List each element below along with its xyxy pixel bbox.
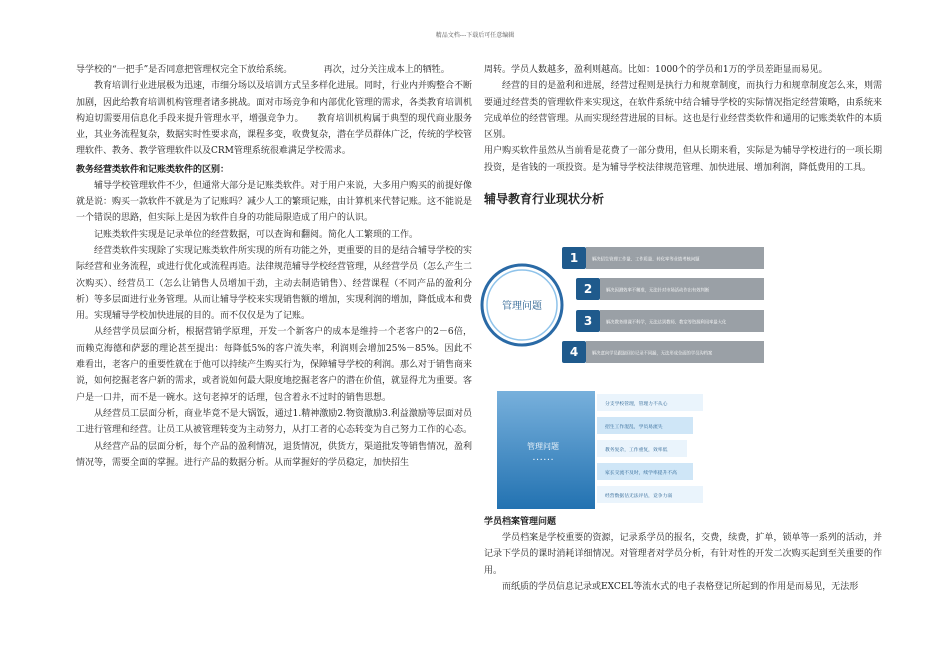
diagram2-item-text: 分支学校管理，管理力不从心 (605, 402, 668, 407)
diagram2-item (597, 463, 693, 480)
paragraph: 而纸质的学员信息记录或EXCEL等流水式的电子表格登记所起到的作用是而易见，无法形 (502, 581, 859, 592)
paragraph: 经营类软件实现除了实现记账类软件所实现的所有功能之外，更重要的目的是结合辅导学校的实际经营和业务流程，或进行优化或流程再造。法律规范辅导学校经营管理，从经营学员（怎么产生二次购买）、经营员工（怎么让销售人员增加干劲，主动去制造销售）、经营课程（不同产品的盈利分析）等多层面进行业务管理。从而让辅导学校来实现销售额的增加，实现利润的增加，降低成本和费用。实现辅导学校加快进展的目的。而不仅仅是为了记账。 (76, 245, 473, 322)
section-title: 辅导教育行业现状分析 (484, 192, 605, 207)
diagram2-item-text: 教务复杂，工作重复，效率低 (605, 448, 668, 453)
paragraph: 从经营学员层面分析，根据营销学原理，开发一个新客户的成本是维持一个老客户的2－6倍，而赖克海德和萨瑟的理论甚至提出：每降低5%的客户流失率，利润则会增加25%－85%。因此不难看出，老客户的重要性就在于他可以持续产生购买行为，保障辅导学校的利润。那么对于销售商来说，如何挖掘老客户新的需求，或者说如何最大限度地挖掘老客户的潜在价值，就显得尤为重要。客户是一口井，而不是一碗水。这句老掉牙的话理，包含着永不过时的销售思想。 (76, 327, 473, 403)
page-header: 精品文档---下载后可任意编辑 (435, 32, 515, 39)
diagram-item-number: 3 (583, 314, 593, 328)
diagram2-center-sub: • • • • • • (532, 457, 554, 462)
diagram-item-number: 2 (583, 282, 593, 296)
diagram2-item-text: 家长交流不及时，续学率提升不高 (605, 471, 677, 476)
diagram-item-text: 解决意向学员跟踪回访记录不同漏，无法形成全面的学员沟档案 (592, 351, 713, 357)
diagram-item-text: 解决招生管理工作量、工作质量、转化率等业绩考核问题 (592, 257, 700, 263)
paragraph: 导学校的“一把手”是否同意把管理权完全下放给系统。 再次，过分关注成本上的牺牲。 (76, 65, 450, 75)
left-column (76, 62, 472, 471)
paragraph: 用户购买软件虽然从当前看是花费了一部分费用，但从长期来看，实际是为辅导学校进行的一项长期投资，是省钱的一项投资。是为辅导学校法律规范管理、加快进展、增加利润，降低费用的工具。 (484, 146, 882, 173)
management-issues-diagram-2 (497, 391, 707, 509)
paragraph: 周转。学员人数越多，盈利则越高。比如：1000个的学员和1万的学员差距显而易见。 (484, 65, 828, 75)
subheading: 教务经营类软件和记账类软件的区别： (76, 164, 230, 175)
paragraph: 从经营产品的层面分析，每个产品的盈利情况，退货情况，供货方，渠道批发等销售情况，盈利情况等，需要全面的掌握。进行产品的数据分析。从而掌握好的学员稳定，加快招生 (76, 441, 473, 468)
paragraph: 辅导学校管理软件不少，但通常大部分是记账类软件。对于用户来说，大多用户购买的前提好像就是说：购买一款软件不就是为了记账吗？减少人工的繁琐记账，由计算机来代替记账。这不能说是一个错误的思路，但实际上是因为软件自身的功能局限造成了用户的认识。 (76, 180, 473, 224)
diagram-item-number: 4 (569, 345, 579, 359)
student-records-section (484, 514, 882, 595)
diagram2-item (597, 486, 703, 503)
subheading: 学员档案管理问题 (484, 517, 557, 527)
diagram2-item-text: 招生工作混乱，学员易流失 (605, 425, 663, 430)
diagram-item-number: 1 (569, 251, 579, 265)
paragraph: 经营的目的是盈利和进展，经营过程则是执行力和规章制度，而执行力和规章制度怎么来，则需要通过经营类的管理软件来实现这，在软件系统中结合辅导学校的实际情况指定经营策略，由系统来完成单位的经营管理。从而实现经营进展的目标。这也是行业经营类软件和通用的记账类软件的本质区别。 (484, 81, 882, 141)
diagram2-item-text: 经营数据估无法评估，竞争力弱 (605, 494, 673, 499)
paragraph: 教育培训行业进展极为迅速，市细分场以及培训方式呈多样化进展。同时，行业内并购整合不断加剧，因此给教育培训机构管理者诸多挑战。面对市场竞争和内部优化管理的需求，各类教育培训机构迫切需要用信息化手段来提升管理水平，增强竞争力。 教育培训机构属于典型的现代商业服务业，其业务流程复杂，数据实时性要求高，课程多变，收费复杂，潜在学员群体广泛，传统的学校管理软件、教务、教学管理软件以及CRM管理系统很难满足学校需求。 (76, 81, 473, 157)
diagram-item-text: 解决因测效率不精准，无法针对市场活动作出有效判断 (606, 288, 710, 294)
diagram2-item (597, 440, 687, 457)
paragraph: 从经营员工层面分析，商业毕竟不是大锅饭，通过1.精神激励2.物资激励3.利益激励等层面对员工进行管理和经营。让员工从被管理转变为主动努力，从打工者的心态转变为自己努力工作的心态。 (76, 408, 473, 436)
diagram-center-label: 管理问题 (502, 301, 542, 312)
management-issues-diagram (480, 245, 770, 365)
diagram-item-text: 解决教务排课不科学，无法达到教师、教室等资源利用率最大化 (606, 320, 727, 326)
diagram2-item (597, 394, 703, 411)
right-column (484, 62, 882, 208)
diagram-item-3 (576, 310, 764, 332)
paragraph: 记账类软件实现是记录单位的经营数据，可以查询和翻阅。简化人工繁琐的工作。 (94, 229, 419, 240)
diagram-item-4 (562, 341, 764, 363)
diagram2-item (597, 417, 693, 434)
paragraph: 学员档案是学校重要的资源，记录系学员的报名，交费，续费，扩单，锁单等一系列的活动，并记录下学员的课时消耗详细情况。对管理者对学员分析，有针对性的开发二次购买起到至关重要的作用。 (484, 533, 882, 576)
diagram-item-1 (562, 247, 764, 269)
diagram2-center-label: 管理问题 (527, 442, 559, 451)
diagram-item-2 (576, 278, 764, 300)
